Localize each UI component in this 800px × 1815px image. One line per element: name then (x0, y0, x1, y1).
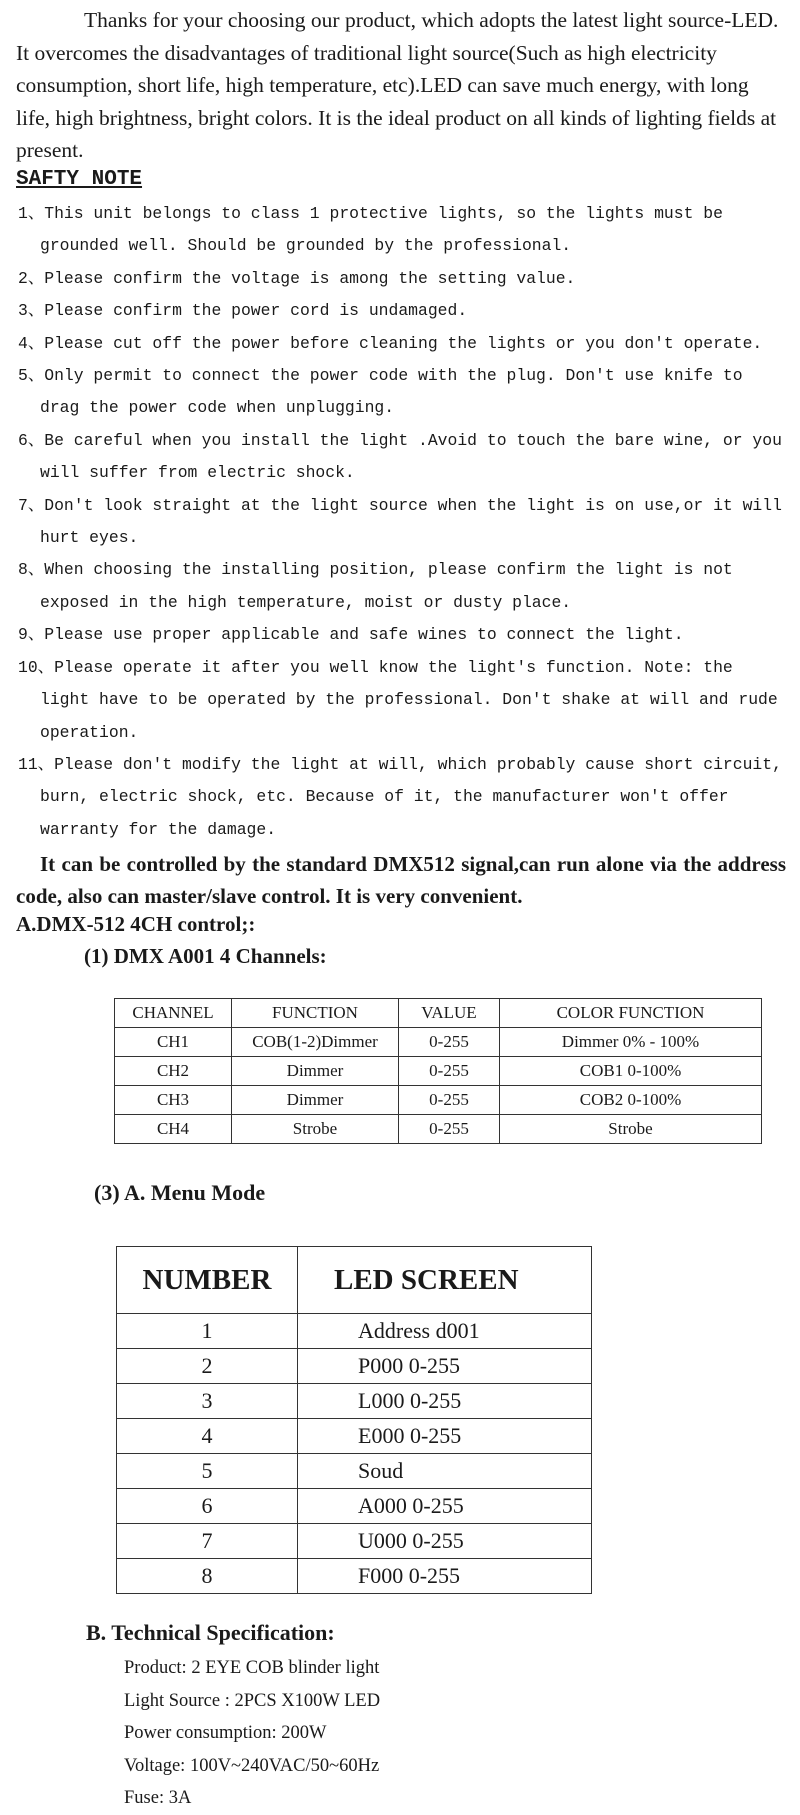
menu-table (116, 1246, 592, 1594)
list-item: 7、Don't look straight at the light source when the light is on use,or it will hurt eyes. (18, 495, 782, 548)
list-item: 3、Please confirm the power cord is undamaged. (18, 301, 468, 321)
table-cell: CH1 (115, 1028, 232, 1057)
table-row (117, 1524, 592, 1559)
list-item: 9、Please use proper applicable and safe wines to connect the light. (18, 625, 684, 645)
table-row (115, 1028, 762, 1057)
intro-paragraph (16, 4, 786, 167)
table-cell: P000 0-255 (298, 1349, 592, 1384)
table-cell: COB2 0-100% (500, 1086, 762, 1115)
table-cell: 8 (117, 1559, 298, 1594)
table-row (117, 1454, 592, 1489)
list-item: 5、Only permit to connect the power code with the plug. Don't use knife to drag the power code when unplugging. (18, 366, 743, 418)
table-cell: 3 (117, 1384, 298, 1419)
list-item: 2、Please confirm the voltage is among the setting value. (18, 268, 576, 288)
spec-list (124, 1652, 380, 1815)
table-cell: 0-255 (399, 1057, 500, 1086)
table-cell: COB(1-2)Dimmer (232, 1028, 399, 1057)
column-header: FUNCTION (232, 999, 399, 1028)
intro-text: Thanks for your choosing our product, which adopts the latest light source-LED. It overcomes the disadvantages of traditional light source(Such as high electricity consumption, short life, high temperature, etc).LED can save much energy, with long life, high brightness, bright colors. It is the ideal product on all kinds of lighting fields at present. (16, 8, 779, 163)
table-header-row (115, 999, 762, 1028)
table-cell: Dimmer 0% - 100% (500, 1028, 762, 1057)
table-cell: F000 0-255 (298, 1559, 592, 1594)
dmx-channels-heading: (1) DMX A001 4 Channels: (84, 944, 327, 968)
dmx-intro-paragraph (16, 848, 786, 912)
table-cell: L000 0-255 (298, 1384, 592, 1419)
spec-heading: B. Technical Specification: (86, 1620, 335, 1645)
table-cell: Address d001 (298, 1314, 592, 1349)
table-row (117, 1489, 592, 1524)
menu-mode-heading: (3) A. Menu Mode (94, 1180, 266, 1205)
table-header-row (117, 1247, 592, 1314)
dmx-section-heading: A.DMX-512 4CH control;: (16, 912, 256, 936)
list-item: Power consumption: 200W (124, 1723, 327, 1743)
column-header: VALUE (399, 999, 500, 1028)
table-cell: CH2 (115, 1057, 232, 1086)
table-cell: Dimmer (232, 1086, 399, 1115)
table-row (117, 1559, 592, 1594)
table-cell: 7 (117, 1524, 298, 1559)
table-cell: 5 (117, 1454, 298, 1489)
list-item: 8、When choosing the installing position, please confirm the light is not exposed in the high temperature, moist or dusty place. (18, 560, 733, 612)
table-cell: 0-255 (399, 1115, 500, 1144)
table-cell: 6 (117, 1489, 298, 1524)
table-row (117, 1419, 592, 1454)
table-cell: 0-255 (399, 1086, 500, 1115)
list-item: 11、Please don't modify the light at will, which probably cause short circuit, burn, electric shock, etc. Because of it, the manufacturer won't offer warranty for the damage. (18, 754, 782, 839)
table-cell: Soud (298, 1454, 592, 1489)
table-cell: 2 (117, 1349, 298, 1384)
channel-table (114, 998, 762, 1144)
list-item: Voltage: 100V~240VAC/50~60Hz (124, 1755, 380, 1776)
column-header: COLOR FUNCTION (500, 999, 762, 1028)
table-cell: 0-255 (399, 1028, 500, 1057)
table-cell: CH3 (115, 1086, 232, 1115)
table-cell: E000 0-255 (298, 1419, 592, 1454)
table-cell: COB1 0-100% (500, 1057, 762, 1086)
column-header: LED SCREEN (298, 1247, 592, 1314)
column-header: NUMBER (117, 1247, 298, 1314)
table-row (117, 1384, 592, 1419)
list-item: 4、Please cut off the power before cleaning the lights or you don't operate. (18, 333, 763, 353)
table-cell: 4 (117, 1419, 298, 1454)
table-cell: CH4 (115, 1115, 232, 1144)
list-item: Light Source : 2PCS X100W LED (124, 1690, 381, 1711)
table-cell: Strobe (232, 1115, 399, 1144)
list-item: 10、Please operate it after you well know the light's function. Note: the light have to be operated by the professional. Don't shake at will and rude operation. (18, 657, 778, 742)
table-row (115, 1057, 762, 1086)
table-row (117, 1314, 592, 1349)
table-row (117, 1349, 592, 1384)
list-item: Product: 2 EYE COB blinder light (124, 1658, 380, 1678)
dmx-intro-text: It can be controlled by the standard DMX512 signal,can run alone via the address code, also can master/slave control. It is very convenient. (16, 852, 786, 908)
table-row (115, 1115, 762, 1144)
column-header: CHANNEL (115, 999, 232, 1028)
table-cell: Dimmer (232, 1057, 399, 1086)
list-item: Fuse: 3A (124, 1788, 192, 1808)
table-cell: A000 0-255 (298, 1489, 592, 1524)
table-row (115, 1086, 762, 1115)
table-cell: Strobe (500, 1115, 762, 1144)
list-item: 1、This unit belongs to class 1 protective lights, so the lights must be grounded well. Should be grounded by the professional. (18, 204, 723, 256)
table-cell: U000 0-255 (298, 1524, 592, 1559)
list-item: 6、Be careful when you install the light .Avoid to touch the bare wine, or you will suffer from electric shock. (18, 430, 782, 483)
safety-note-title: SAFTY NOTE (16, 168, 143, 191)
safety-note-list (18, 198, 788, 846)
table-cell: 1 (117, 1314, 298, 1349)
